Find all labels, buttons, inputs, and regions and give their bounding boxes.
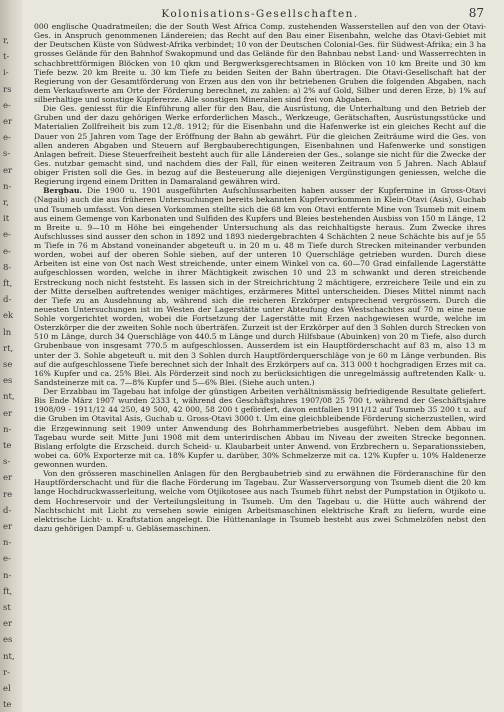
running-head-title: Kolonisations-Gesellschaften. [161, 8, 359, 20]
gutter-fragment: d- [3, 295, 12, 306]
gutter-fragment: ft, [3, 279, 13, 289]
paragraph-text: Die Ges. geniesst für die Einführung aller für den Bau, die Ausrüstung, die Unterhaltung und den Betrieb der Gruben und der dazu gehörigen Werke erforderlichen Masch., Werkzeuge, Gerätschaften, Ausrüstungsstücke und Materialien Zollfreiheit bis zum 12./8. 1912; für die Eisenbahn und die Hafenwerke ist ein gleiches Recht auf die Dauer von 25 Jahren vom Tage der Eröffnung der Bahn ab gewährt. Für die gleichen Zeiträume wird die Ges. von allen anderen Abgaben und Steuern auf Bergbauberechtigungen, Eisenbahnen und Hafenwerke und sonstigen Anlagen befreit. Diese Steuerfreiheit besteht auch für alle Ländereien der Ges., solange sie nicht für die Zwecke der Ges. nutzbar gemacht sind, und nachdem dies der Fall, für einen weiteren Zeitraum von 5 Jahren. Nach Ablauf obiger Fristen soll die Ges. in bezug auf die Besteuerung alle diejenigen Vergünstigungen geniessen, welche die Regierung irgend einem Dritten in Damaraland gewähren wird. [34, 104, 486, 187]
gutter-fragment: ft, [3, 586, 13, 597]
running-head [34, 6, 486, 22]
gutter-fragment: d- [3, 505, 12, 516]
document-page [34, 6, 486, 706]
gutter-fragment: er [3, 522, 13, 532]
gutter-fragment: n- [3, 181, 12, 192]
gutter-fragment: nt, [3, 392, 15, 403]
gutter-fragment: te [3, 441, 12, 451]
gutter-fragment: er [3, 473, 13, 484]
gutter-fragment: e- [3, 133, 11, 144]
gutter-fragment: er [3, 619, 13, 630]
paragraph-text: Der Erzabbau im Tagebau hat infolge der günstigen Arbeiten verhältnismässig befriedigende Resultate geliefert. Bis Ende März 1907 wurden 2333 t, während des Geschäftsjahres 1907/08 25 700 t, während der Geschäftsjahre 1908/09 - 1911/12 44 250, 49 500, 42 000, 58 200 t gefördert, davon entfallen 1911/12 auf Tsumeb 35 200 t u. auf die Gruben im Otavital Asis, Guchab u. Gross-Otavi 3000 t. Um eine gleichbleibende Förderung sicherzustellen, wird die Erzgewinnung seit 1909 unter Anwendung des Bohrhammerbetriebes ausgeführt. Neben dem Abbau im Tagebau wurde seit Mitte Juni 1908 mit dem unterirdischen Abbau im Niveau der zweiten Strecke begonnen. Bislang erfolgte die Erzscheid. durch Scheid- u. Klaubarbeit unter Anwend. von Erzbrechern u. Separationssieben, wobei ca. 60% Exporterze mit ca. 18% Kupfer u. darüber, 30% Schmelzerze mit ca. 12% Kupfer u. 10% Haldenerze gewonnen wurden. [34, 387, 486, 469]
gutter-fragment: i- [3, 68, 9, 79]
gutter-fragment: s- [3, 149, 11, 160]
paragraph [34, 186, 486, 387]
gutter-fragment: ln [3, 327, 12, 338]
gutter-fragment: el [3, 684, 11, 694]
gutter-fragment: n- [3, 424, 12, 435]
paragraph [34, 22, 486, 104]
gutter-fragment: n- [3, 570, 12, 581]
paragraph [34, 104, 486, 186]
gutter-fragment: r, [3, 198, 9, 208]
gutter-fragment: e- [3, 554, 11, 565]
gutter-fragment: ek [3, 311, 14, 322]
page-number: 87 [468, 6, 484, 20]
gutter-fragment: rt, [3, 343, 14, 354]
gutter-fragment: 8- [3, 262, 12, 273]
paragraph [34, 469, 486, 533]
gutter-fragment: s- [3, 457, 11, 468]
gutter-fragment: te [3, 700, 12, 711]
paragraph-lead: Bergbau. [43, 186, 83, 196]
paragraph-text: Die 1900 u. 1901 ausgeführten Aufschlussarbeiten haben ausser der Kupfermine in Gross-Otavi (Nagaib) auch die aus früheren Untersuchungen bereits bekannten Kupfervorkommen in Klein-Otavi (Asis), Guchab und Tsumeb umfasst. Von diesen Vorkommen stellte sich die 68 km von Otavi entfernte Mine von Tsumeb mit einem aus einem Gemenge von Karbonaten und Sulfiden des Kupfers und Bleies bestehenden Ausbiss von 150 m Länge, 12 m Breite u. 9—10 m Höhe bei eingehender Untersuchung als das reichhaltigste heraus. Zum Zwecke ihres Aufschlusses sind ausser den schon in 1892 und 1893 niedergebrachten 4 Schächten 2 neue Schächte bis auf je 55 m Tiefe in 76 m Abstand voneinander abgeteuft u. in 20 m u. 48 m Tiefe durch Strecken miteinander verbunden worden, wobei auf der oberen Sohle sieben, auf der unteren 10 Querschläge getrieben wurden. Durch diese Arbeiten ist eine von Ost nach West streichende, unter einem Winkel von ca. 60—70 Grad einfallende Lagerstätte aufgeschlossen worden, welche in ihrer Mächtigkeit zwischen 10 und 23 m schwankt und deren streichende Erstreckung noch nicht feststeht. Es lassen sich in der Streichrichtung 2 mächtigere, erzreichere Teile und ein zu der Mitte derselben auftretendes weniger mächtiges, erzärmeres Mittel unterscheiden. Dieses Mittel nimmt nach der Tiefe zu an Ausdehnung ab, während sich die reicheren Erzkörper entsprechend vergrössern. Durch die neuesten Untersuchungen ist im Westen der Lagerstätte unter Abteufung des Westschachtes auf 70 m eine neue Sohle vorgerichtet worden, wobei die Fortsetzung der Lagerstätte mit Erzen nachgewiesen wurde, welche im Osterzkörper die der zweiten Sohle noch überträfen. Zurzeit ist der Erzkörper auf den 3 Sohlen durch Strecken von 510 m Länge, durch 34 Querschläge von 440.5 m Länge und durch Hilfsbaue (Abuinken) von 20 m Tiefe, also durch Grubenbaue von insgesamt 770.5 m aufgeschlossen. Ausserdem ist ein Hauptförderschacht auf 83 m, also 13 m unter der 3. Sohle abgeteuft u. mit den 3 Sohlen durch Hauptförderquerschläge von je 60 m Länge verbunden. Bis auf die aufgeschlossene Tiefe berechnet sich der Inhalt des Erzkörpers auf ca. 313 000 t hochgradigen Erzes mit ca. 16% Kupfer und ca. 25% Blei. Als Förderzeit sind noch zu berücksichtigen die unregelmässig auftretenden Kalk- u. Sandsteinerze mit ca. 7—8% Kupfer und 5—6% Blei. (Siehe auch unten.) [34, 186, 486, 387]
body-text [34, 22, 486, 533]
gutter-fragment: er [3, 117, 13, 127]
gutter-fragment: es [3, 376, 13, 387]
gutter-fragment: er [3, 165, 13, 176]
adjacent-page-gutter [0, 0, 22, 712]
gutter-fragment: r, [3, 36, 9, 46]
gutter-fragment: r- [3, 667, 10, 678]
gutter-fragment: es [3, 635, 13, 646]
gutter-fragment: e- [3, 246, 11, 257]
gutter-fragment: rs [3, 84, 12, 95]
gutter-fragment: e- [3, 230, 11, 241]
gutter-fragment: er [3, 408, 13, 419]
paragraph-text: 000 englische Quadratmeilen; die der South West Africa Comp. zustehenden Wasserstellen auf den von der Otavi-Ges. in Anspruch genommenen Ländereien; das Recht auf den Bau einer Eisenbahn, welche das Otavi-Gebiet mit der Deutschen Küste von Südwest-Afrika verbindet; 10 von der Deutschen Colonial-Ges. für Südwest-Afrika; ein 3 ha grosses Gelände für den Bahnhof Swakopmund und das Gelände für den Bahnbau nebst Land- und Wasserrechten in schachbrettförmigen Blöcken von 10 qkm und Bergwerksgerechtsamen in Blöcken von 10 km Breite und 30 km Tiefe bezw. 20 km Breite u. 30 km Tiefe zu beiden Seiten der Bahn übertragen. Die Otavi-Gesellschaft hat der Regierung von der Gesamtförderung von Erzen aus den von ihr betriebenen Gruben die folgenden Abgaben, nach dem Verkaufswerte am Orte der Förderung berechnet, zu zahlen: a) 2% auf Gold, Silber und deren Erze, b) 1% auf silberhaltige und sonstige Kupfererze. Alle sonstigen Mineralien sind frei von Abgaben. [34, 22, 486, 104]
gutter-fragment: e- [3, 100, 11, 111]
gutter-fragment: st [3, 603, 11, 613]
gutter-fragment: it [3, 214, 10, 225]
gutter-fragment: re [3, 489, 13, 500]
gutter-fragment: nt, [3, 651, 15, 662]
gutter-fragment: se [3, 360, 13, 370]
paragraph-text: Von den grösseren maschinellen Anlagen für den Bergbaubetrieb sind zu erwähnen die Förderanschine für den Hauptförderschacht und für die flache Förderung im Tagebau. Zur Wasserversorgung von Tsumeb dient die 20 km lange Hochdruckwasserleitung, welche vom Otjikotosee aus nach Tsumeb führt nebst der Pumpstation in Otjikoto u. dem Hochreservoir und der Verteilungsleitung in Tsumeb. Um den Tagebau u. die Hütte auch während der Nachtschicht mit Licht zu versehen sowie einigen Arbeitsmaschinen elektrische Kraft zu liefern, wurde eine elektrische Licht- u. Kraftstation angelegt. Die Hüttenanlage in Tsumeb besteht aus zwei Schmelzöfen nebst den dazu gehörigen Dampf- u. Gebläsemaschinen. [34, 469, 486, 533]
paragraph [34, 387, 486, 469]
gutter-fragment: t- [3, 52, 10, 63]
gutter-fragment: n- [3, 538, 12, 549]
